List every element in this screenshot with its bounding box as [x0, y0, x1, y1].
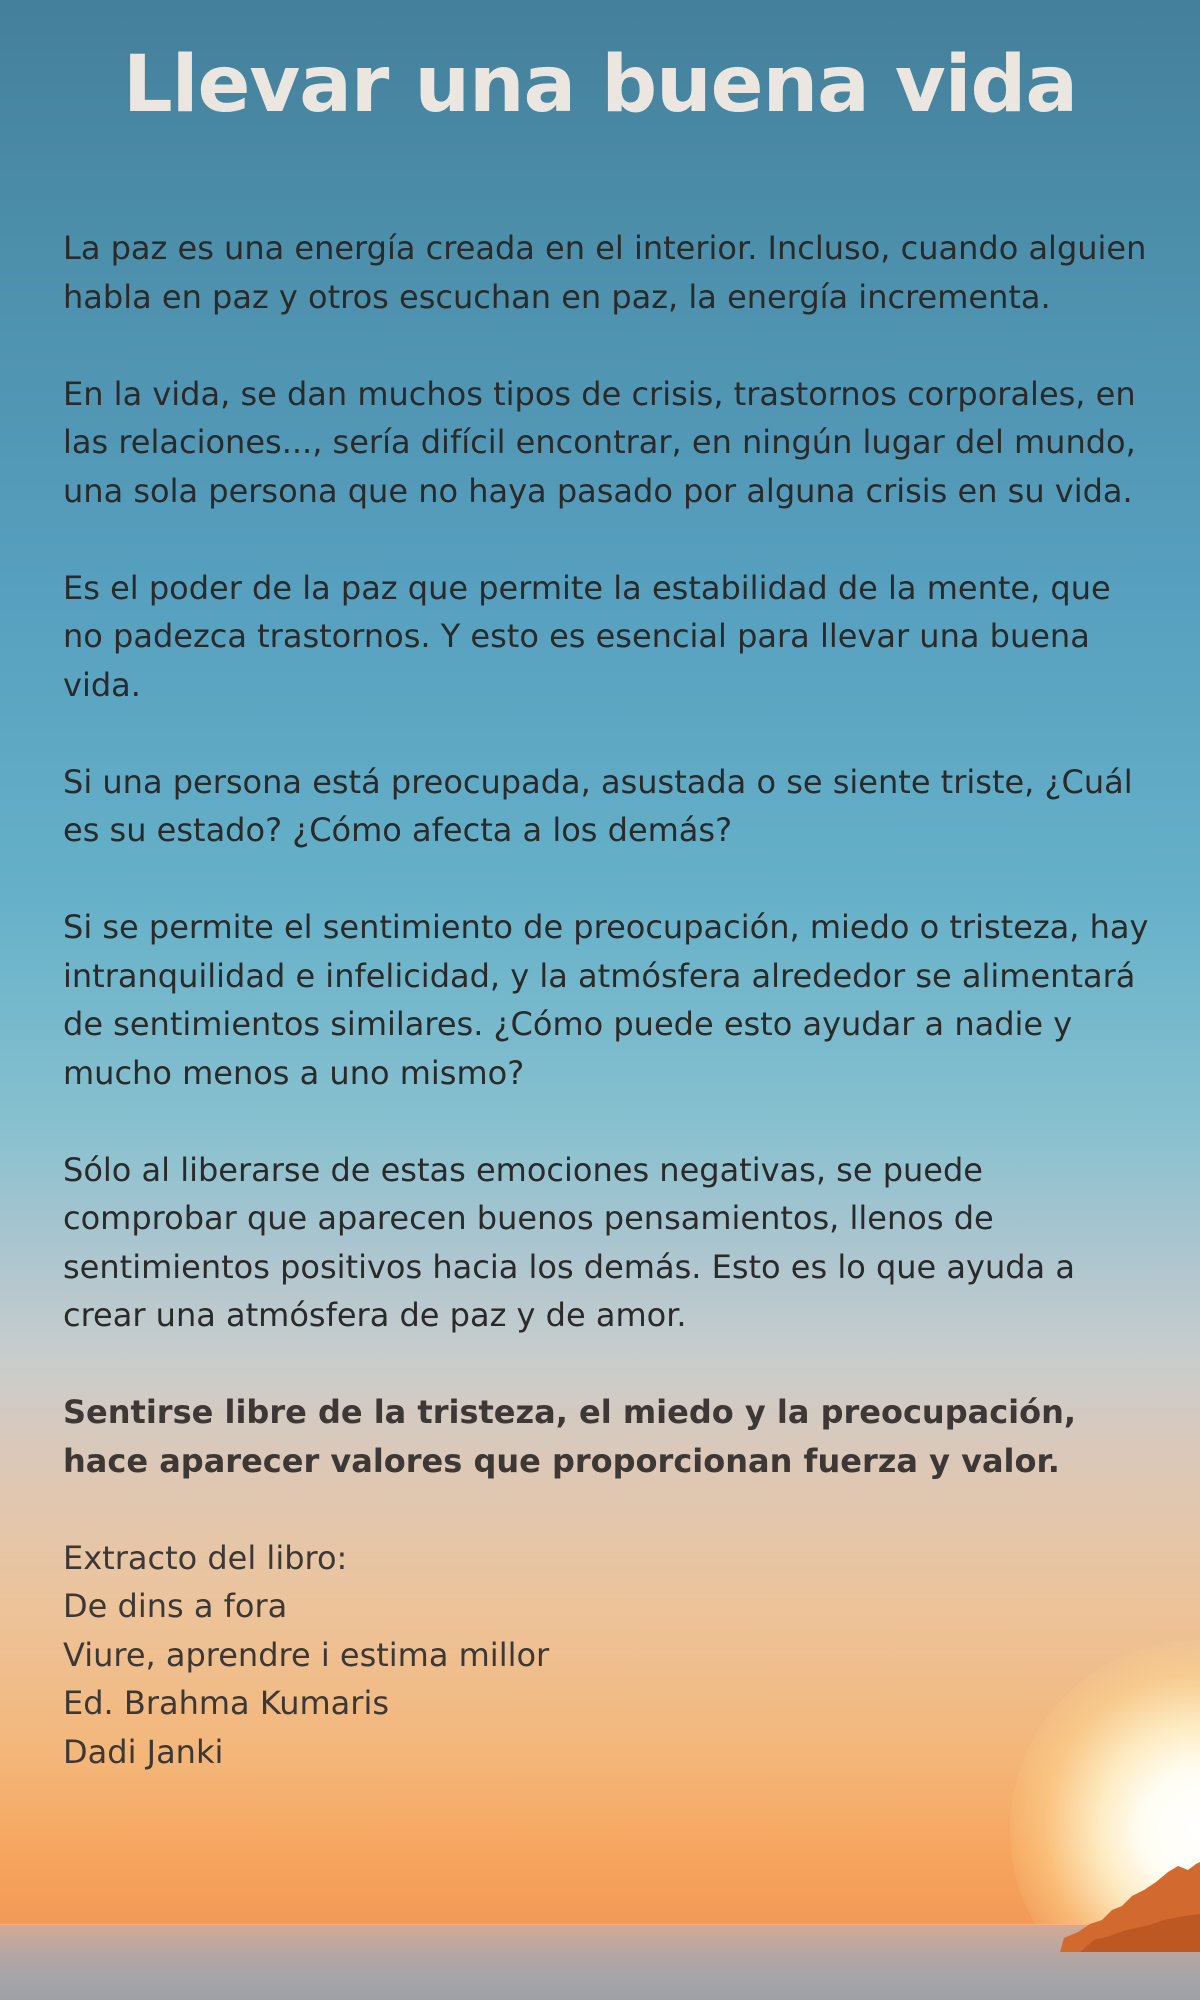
source-author: Dadi Janki	[63, 1732, 224, 1771]
source-publisher: Ed. Brahma Kumaris	[63, 1684, 389, 1722]
paragraph-2: En la vida, se dan muchos tipos de crisis, trastornos corporales, en las relaciones..., sería difícil encontrar, en ningún lugar del mundo, una sola persona que no haya pasado por alguna crisis en su vida.	[63, 374, 1136, 510]
article-body	[63, 224, 1153, 1776]
source-credits	[63, 1534, 1153, 1777]
rock-silhouette-icon	[1060, 1860, 1200, 1952]
source-label: Extracto del libro:	[63, 1538, 348, 1577]
highlight-quote: Sentirse libre de la tristeza, el miedo y la preocupación, hace aparecer valores que proporcionan fuerza y valor.	[63, 1393, 1077, 1480]
source-subtitle: Viure, aprendre i estima millor	[63, 1635, 550, 1674]
paragraph-4: Si una persona está preocupada, asustada o se siente triste, ¿Cuál es su estado? ¿Cómo afecta a los demás?	[63, 762, 1133, 849]
paragraph-1: La paz es una energía creada en el interior. Incluso, cuando alguien habla en paz y otros escuchan en paz, la energía incrementa.	[63, 229, 1147, 316]
paragraph-5: Si se permite el sentimiento de preocupación, miedo o tristeza, hay intranquilidad e infelicidad, y la atmósfera alrededor se alimentará de sentimientos similares. ¿Cómo puede esto ayudar a nadie y mucho menos a uno mismo?	[63, 908, 1149, 1092]
paragraph-6: Sólo al liberarse de estas emociones negativas, se puede comprobar que aparecen buenos pensamientos, llenos de sentimientos positivos hacia los demás. Esto es lo que ayuda a crear una atmósfera de paz y de amor.	[63, 1150, 1075, 1334]
sea	[0, 1925, 1200, 2000]
paragraph-3: Es el poder de la paz que permite la estabilidad de la mente, que no padezca trastornos. Y esto es esencial para llevar una buena vida.	[63, 568, 1111, 704]
page-title: Llevar una buena vida	[123, 40, 1077, 130]
source-book: De dins a fora	[63, 1587, 288, 1625]
